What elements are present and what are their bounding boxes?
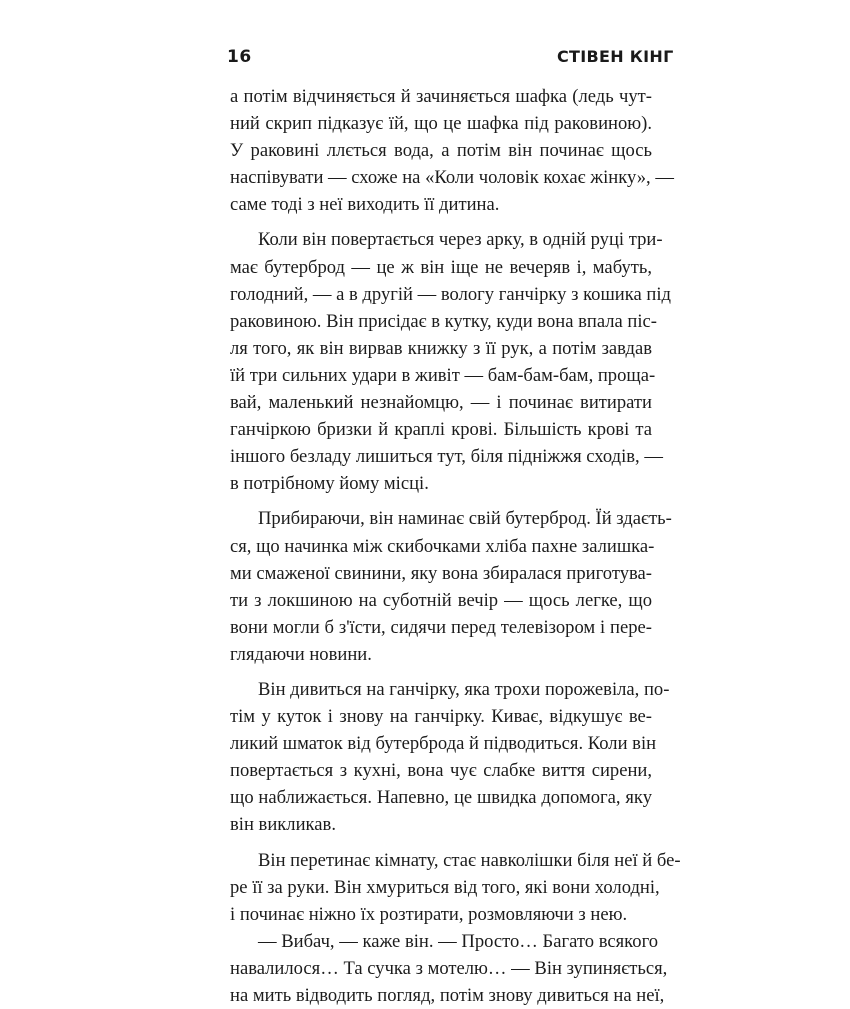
text-line: в потрібному йому місці. — [230, 473, 429, 495]
text-line: — Вибач, — каже він. — Просто… Багато всякого — [258, 930, 659, 952]
text-line: саме тоді з неї виходить її дитина. — [230, 194, 500, 216]
text-line: ре її за руки. Він хмуриться від того, які вони холодні, — [230, 876, 660, 898]
text-line: що наближається. Напевно, це швидка допомога, яку — [230, 787, 652, 809]
text-line: голодний, — а в другій — вологу ганчірку з кошика під — [230, 283, 671, 305]
text-line: а потім відчиняється й зачиняється шафка (ледь чут- — [230, 86, 652, 107]
text-line: Він перетинає кімнату, стає навколішки біля неї й бе- — [258, 849, 681, 871]
text-line: він викликав. — [230, 814, 336, 836]
text-line: раковиною. Він присідає в кутку, куди вона впала піс- — [230, 310, 657, 332]
text-line: і починає ніжно їх розтирати, розмовляючи з нею. — [230, 903, 628, 925]
text-line: на мить відводить погляд, потім знову дивиться на неї, — [230, 985, 665, 1006]
text-line: наспівувати — схоже на «Коли чоловік кохає жінку», — — [230, 167, 674, 189]
text-line: Коли він повертається через арку, в одній руці три- — [258, 229, 663, 251]
text-line: іншого безладу лишиться тут, біля підніжжя сходів, — — [230, 446, 663, 468]
text-line: їй три сильних удари в живіт — бам-бам-бам, проща- — [230, 364, 656, 386]
text-line: ний скрип підказує їй, що це шафка під раковиною). — [230, 113, 652, 135]
text-line: має бутерброд — це ж він іще не вечеряв і, мабуть, — [230, 256, 652, 278]
text-line: ми смаженої свинини, яку вона збиралася приготува- — [230, 562, 652, 584]
text-line: тім у куток і знову на ганчірку. Киває, відкушує ве- — [230, 706, 652, 728]
text-line: ся, що начинка між скибочками хліба пахне залишка- — [230, 535, 655, 557]
text-line: У раковині ллється вода, а потім він починає щось — [230, 140, 652, 162]
text-line: навалилося… Та сучка з мотелю… — Він зупиняється, — [230, 957, 668, 979]
text-line: вай, маленький незнайомцю, — і починає витирати — [230, 392, 652, 414]
text-line: ти з локшиною на суботній вечір — щось легке, що — [230, 589, 652, 611]
text-line: Він дивиться на ганчірку, яка трохи порожевіла, по- — [258, 678, 670, 700]
text-line: ля того, як він вирвав книжку з її рук, а потім завдав — [230, 337, 652, 359]
text-line: глядаючи новини. — [230, 643, 372, 665]
text-line: Прибираючи, він наминає свій бутерброд. Їй здаєть- — [258, 508, 672, 530]
text-line: повертається з кухні, вона чує слабке виття сирени, — [230, 760, 652, 782]
body-text — [230, 83, 681, 1009]
text-line: ликий шматок від бутерброда й підводиться. Коли він — [230, 733, 657, 755]
text-line: вони могли б з'їсти, сидячи перед телевізором і пере- — [230, 616, 652, 638]
running-header-author: СТІВЕН КІНГ — [557, 47, 674, 66]
page-number: 16 — [227, 47, 252, 67]
text-line: ганчіркою бризки й краплі крові. Більшість крові та — [230, 419, 652, 441]
